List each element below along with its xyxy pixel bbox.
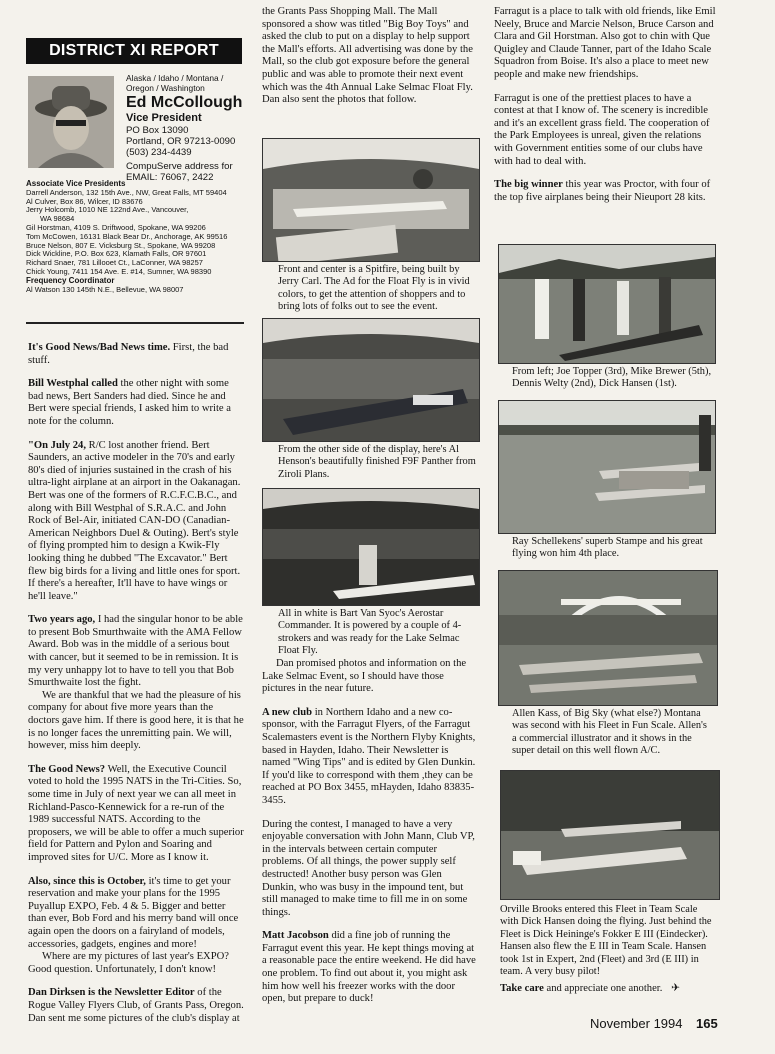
arrow-icon: ✈ — [671, 982, 680, 994]
caption: Front and center is a Spitfire, being built by Jerry Carl. The Ad for the Float Fly is in vivid colors, to get the attention of shoppers and to bring lots of folks out to see the event. — [278, 264, 470, 313]
paragraph: Farragut is one of the prettiest places to have a contest at that I know of. The scenery is incredible and it's an excellent grass field. The cooperation of the Park Employees is unreal, given the relations with Government entities some of our clubs have with had to deal with. — [494, 92, 710, 167]
vp-phone: (503) 234-4439 — [126, 147, 192, 159]
assoc-line: Tom McCowen, 16131 Black Bear Dr., Anchorage, AK 99516 — [26, 231, 228, 241]
vp-address-line2: Portland, OR 97213-0090 — [126, 136, 236, 148]
freq-heading: Frequency Coordinator — [26, 275, 115, 285]
paragraph: Bill Westphal called the other night with some bad news, Bert Sanders had died. Since he and Bert were special friends, I asked him to write a note for the column. — [28, 378, 231, 427]
vp-title: Vice President — [126, 112, 202, 125]
assoc-line: Dick Wickline, P.O. Box 623, Klamath Falls, OR 97601 — [26, 249, 207, 259]
column-2-body — [262, 658, 476, 1017]
paragraph: It's Good News/Bad News time. First, the bad stuff. — [28, 342, 229, 366]
assoc-heading: Associate Vice Presidents — [26, 179, 126, 188]
caption: Orville Brooks entered this Fleet in Team Scale with Dick Hansen doing the flying. Just behind the Fleet is Dick Heininge's Fokker E III (Eindecker). Hansen also flew the E III in Team Scale. Hansen took 1st in Expert, 2nd (Fleet) and 3rd (E III) in team. A very busy pilot! — [500, 904, 712, 978]
paragraph: Farragut is a place to talk with old friends, like Emil Neely, Bruce and Marcie Nelson, Bruce Carson and Clara and Gil Horstman. Also got to chin with Que Quigley and Claude Tanner, part of the Idaho Scale Squadron from Boise. It's also a place to meet new people and make new friendships. — [494, 6, 716, 80]
assoc-line: Al Culver, Box 86, Wilcer, ID 83676 — [26, 196, 143, 206]
vp-portrait — [28, 76, 114, 168]
column-2-intro — [262, 6, 476, 118]
issue-date: November 1994 — [590, 1016, 683, 1031]
vp-cis-email: EMAIL: 76067, 2422 — [126, 172, 214, 184]
photo-aerostar — [262, 488, 480, 606]
column-1 — [28, 342, 246, 1036]
assoc-line: Chick Young, 7411 154 Ave. E. #14, Sumner, WA 98390 — [26, 266, 212, 276]
photo-fleet-fun-scale — [498, 570, 718, 706]
district-header: DISTRICT XI REPORT — [26, 38, 242, 64]
closing-line: Take care and appreciate one another. ✈ — [500, 982, 680, 994]
paragraph: Also, since this is October, it's time to get your reservation and make your plans for the 1995 Puyallup EXPO, Feb. 4 & 5. Bigger and better than ever, Bob Ford and his merry band will once again open the doors on a fairyland of models, accessories, gadgets, engines and more! — [28, 875, 239, 950]
caption: Ray Schellekens' superb Stampe and his great flying won him 4th place. — [512, 536, 703, 560]
paragraph: A new club in Northern Idaho and a new co-sponsor, with the Farragut Flyers, of the Farragut Scalemasters event is the Northern Flyby Knights, based in Hayden, Idaho. Their Newsletter is named "Wing Tips" and is edited by Glen Dunkin. If you'd like to correspond with them ,they can be reached at PO Box 3455, mHayden, Idaho 83835-3455. — [262, 706, 476, 806]
paragraph: Dan promised photos and information on the Lake Selmac Event, so I should have those pictures in the near future. — [262, 658, 467, 695]
header-divider — [26, 322, 244, 324]
paragraph: Dan Dirksen is the Newsletter Editor of the Rogue Valley Flyers Club, of Grants Pass, Oregon. Dan sent me some pictures of the club's display at — [28, 987, 244, 1024]
photo-winners — [498, 244, 716, 364]
assoc-line: Bruce Nelson, 807 E. Vicksburg St., Spokane, WA 99208 — [26, 240, 216, 250]
assoc-line: Darrell Anderson, 132 15th Ave., NW, Great Falls, MT 59404 — [26, 187, 227, 197]
paragraph: the Grants Pass Shopping Mall. The Mall sponsored a show was titled "Big Boy Toys" and asked the club to put on a display to help support the Mall's efforts. All advertising was done by the Mall, so the club got exposure before the general public and was able to promote their next event which was the 4th Annual Lake Selmac Float Fly. Dan also sent the photos that follow. — [262, 6, 473, 106]
caption: Allen Kass, of Big Sky (what else?) Montana was second with his Fleet in Fun Scale. Allen's a commercial illustrator and it shows in the super detail on this well flown A/C. — [512, 708, 707, 757]
column-3-intro — [494, 6, 720, 215]
photo-panther-display — [262, 318, 480, 442]
assoc-vp-block — [26, 180, 258, 294]
paragraph: The Good News? Well, the Executive Council voted to hold the 1995 NATS in the Tri-Cities. So, some time in July of next year we can all meet in Richland-Pasco-Kennewick for a re-run of the 1989 successful NATS. According to the proposers, we will be able to offer a much superior field for Pattern and Pylon and Soaring and improved sites for U/C. More as I know it. — [28, 763, 244, 863]
assoc-line: Gil Horstman, 4109 S. Driftwood, Spokane, WA 99206 — [26, 222, 206, 232]
photo-spitfire-display — [262, 138, 480, 262]
paragraph: Two years ago, I had the singular honor to be able to present Bob Smurthwaite with the AMA Fellow Award. Bob was in the middle of a serious bout with cancer, but it seemed to be in remission. It is my very unhappy lot to have to tell you that Bob Smurthwaite lost the fight. — [28, 614, 243, 689]
photo-stampe — [498, 400, 716, 534]
paragraph: Where are my pictures of last year's EXPO? Good question. Unfortunately, I don't know! — [28, 951, 229, 975]
paragraph: Matt Jacobson did a fine job of running the Farragut event this year. He kept things moving at a reasonable pace the entire weekend. He did have one problem. To find out about it, you might ask him how well his freezer works with the door open, but prepare to duck! — [262, 930, 476, 1005]
page-number: 165 — [696, 1016, 718, 1031]
caption: All in white is Bart Van Syoc's Aerostar Commander. It is powered by a couple of 4-strokers and was ready for the Lake Selmac Float Fly. — [278, 608, 462, 657]
assoc-line: Richard Snaer, 781 Lillooet Ct., LaConner, WA 98257 — [26, 258, 203, 268]
photo-fleet-team-scale — [500, 770, 720, 900]
caption: From the other side of the display, here's Al Henson's beautifully finished F9F Panther from Ziroli Plans. — [278, 444, 476, 480]
assoc-line: Jerry Holcomb, 1010 NE 122nd Ave., Vancouver, — [26, 205, 189, 215]
paragraph: "On July 24, R/C lost another friend. Bert Saunders, an active modeler in the 70's and early 80's died of injuries sustained in the crash of his ultra-light airplane at an airport in the Oakanagan. Bert was one of the formers of R.C.F.C.B.C., and along with Bill Westphal of S.R.A.C. and John Rock of Bel-Air, initiated CAN-DO (Canadian-American Neighbors Duel & Outing). Bert's style of flying prompted him to design a Kwik-Fly looking thing he dubbed "The Excavator." Bert flew big birds for a living and little ones for sport. If there's a hereafter, It'll have to have wings or he'll leave." — [28, 439, 241, 602]
freq-line: Al Watson 130 145th N.E., Bellevue, WA 98007 — [26, 284, 184, 294]
vp-region: Alaska / Idaho / Montana / Oregon / Washington — [126, 73, 224, 93]
paragraph: The big winner this year was Proctor, with four of the top five airplanes being their Nieuport 28 kits. — [494, 179, 711, 203]
assoc-line: WA 98684 — [40, 214, 75, 224]
paragraph: During the contest, I managed to have a very enjoyable conversation with John Mann, Club VP, in the intervals between certain computer problems. Of all things, the power supply self destructed! Another busy person was Glen Dunkin, who was busy in the impound tent, but still managed to make time to fill me in on some things. — [262, 818, 475, 918]
vp-address-line1: PO Box 13090 — [126, 125, 189, 137]
vp-name: Ed McCollough — [126, 94, 243, 112]
caption: From left; Joe Topper (3rd), Mike Brewer (5th), Dennis Welty (2nd), Dick Hansen (1st). — [512, 366, 712, 390]
vp-cis-label: CompuServe address for — [126, 161, 233, 173]
paragraph: We are thankful that we had the pleasure of his company for about five more years than the doctors gave him. If there is good here, it is that he is no longer faces the unremitting pain. We will, however, miss him deeply. — [28, 689, 244, 752]
